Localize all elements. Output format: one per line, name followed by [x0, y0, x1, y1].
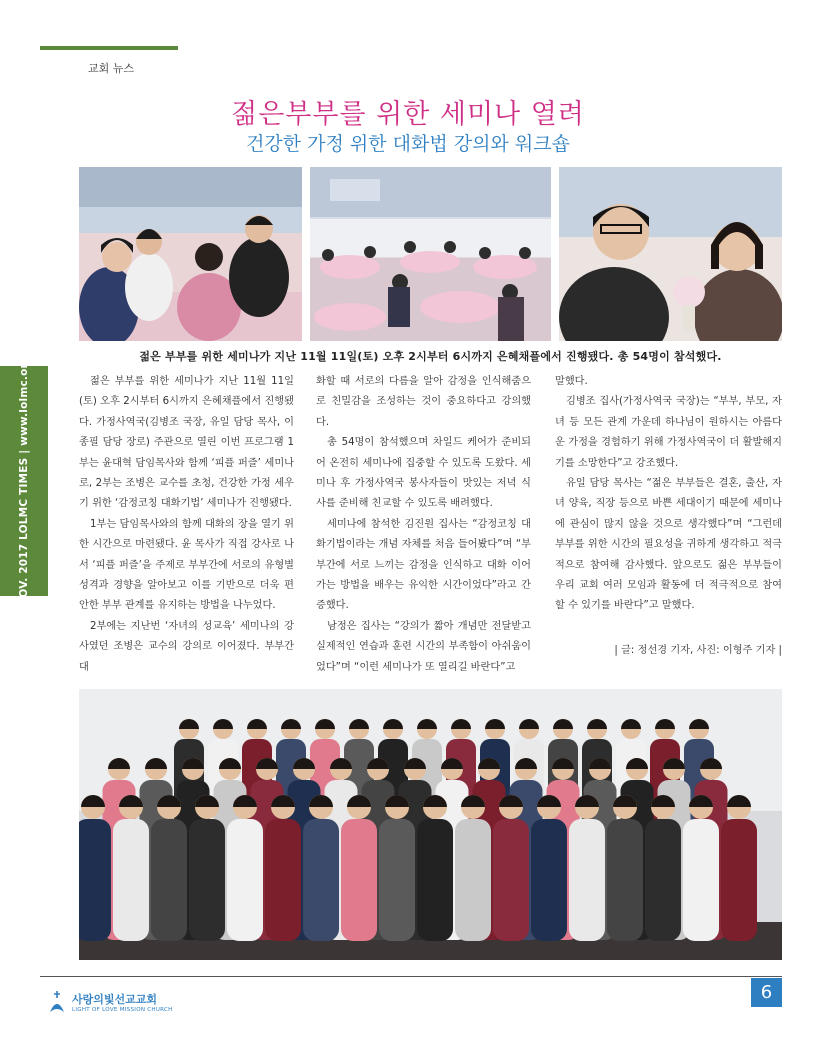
- seminar-photo-room: [310, 167, 551, 341]
- section-label: 교회 뉴스: [88, 62, 135, 75]
- church-logo-icon: [48, 990, 66, 1014]
- article-headline: 젊은부부를 위한 세미나 열려: [231, 99, 585, 130]
- paragraph: 유일 담당 목사는 “젊은 부부들은 결혼, 출산, 자녀 양육, 직장 등으로 바쁜 세대이기 때문에 세미나에 관심이 많지 않을 것으로 생각했다”며 “그런데 부부를 위한 시간의 필요성을 귀하게 생각하고 적극적으로 참여해 감사했다. 앞으로도 젊은 부부들이 우리 교회 여러 모임과 활동에 더 적극적으로 참여할 수 있기를 바란다”고 말했다.: [555, 478, 782, 612]
- paragraph: 2부에는 지난번 ‘자녀의 성교육’ 세미나의 강사였던 조병은 교수의 강의로 이어졌다. 부부간 대: [79, 620, 294, 673]
- paragraph: 말했다.: [555, 376, 588, 387]
- paragraph: 총 54명이 참석했으며 차일드 케어가 준비되어 온전히 세미나에 집중할 수 있도록 도왔다. 세미나 후 가정사역국 봉사자들이 맛있는 저녁 식사를 준비해 친교할 수 있도록 배려했다.: [316, 437, 531, 510]
- article-column-2: [316, 372, 531, 678]
- paragraph: 김병조 집사(가정사역국 국장)는 “부부, 부모, 자녀 등 모든 관계 가운데 하나님이 원하시는 아름다운 가정을 경험하기 위해 가정사역국이 더 활발해지기를 소망한다”고 강조했다.: [555, 396, 782, 469]
- group-photo: [79, 689, 782, 960]
- footer-rule: [40, 976, 782, 977]
- paragraph: 화할 때 서로의 다름을 알아 감정을 인식해줌으로 친밀감을 조성하는 것이 중요하다고 강의했다.: [316, 376, 531, 428]
- article-column-3: [555, 372, 782, 617]
- paragraph: 젊은 부부를 위한 세미나가 지난 11월 11일(토) 오후 2시부터 6시까지 은혜채플에서 진행됐다. 가정사역국(김병조 국장, 유일 담당 목사, 이종필 담당 장로) 주관으로 열린 이번 프로그램 1부는 윤대혁 담임목사와 함께 ‘피플 퍼즐’ 세미나로, 2부는 조병은 교수를 초청, 건강한 가정 세우기 위한 ‘감정코칭 대화기법’ 세미나가 진행됐다.: [79, 376, 294, 510]
- paragraph: 세미나에 참석한 김진원 집사는 “감정코칭 대화기법이라는 개념 자체를 처음 들어봤다”며 “부부간에 서로 느끼는 감정을 인식하고 대화 이어가는 방법을 배우는 유익한 시간이었다”라고 간증했다.: [316, 518, 531, 612]
- article-column-1: [79, 372, 294, 678]
- photo-caption: 젊은 부부를 위한 세미나가 지난 11월 11일(토) 오후 2시부터 6시까지 은혜채플에서 진행됐다. 총 54명이 참석했다.: [139, 350, 722, 363]
- seminar-photo-table-couples: [79, 167, 302, 341]
- article-byline: | 글: 정선경 기자, 사진: 이형주 기자 |: [614, 645, 782, 656]
- seminar-photo-couple-closeup: [559, 167, 782, 341]
- page-number: 6: [751, 978, 782, 1007]
- paragraph: 남정은 집사는 “강의가 짧아 개념만 전달받고 실제적인 연습과 훈련 시간의 부족함이 아쉬움이었다”며 “이런 세미나가 또 열리길 바란다”고: [316, 620, 531, 673]
- church-name: 사랑의빛선교교회: [72, 993, 158, 1006]
- sidebar-issue-text: NOV. 2017 LOLMC TIMES | www.lolmc.org: [18, 355, 30, 607]
- top-accent-rule: [40, 46, 178, 50]
- church-name-english: LIGHT OF LOVE MISSION CHURCH: [72, 1007, 173, 1013]
- article-subhead: 건강한 가정 위한 대화법 강의와 워크숍: [246, 133, 570, 155]
- group-photo-people: [79, 689, 782, 960]
- paragraph: 1부는 담임목사와의 함께 대화의 장을 열기 위한 시간으로 마련됐다. 윤 목사가 직접 강사로 나서 ‘피플 퍼즐’을 주제로 부부간에 서로의 유형별 성격과 경향을 알아보고 이를 기반으로 더욱 편안한 부부 관계를 유지하는 방법을 나누었다.: [79, 518, 294, 612]
